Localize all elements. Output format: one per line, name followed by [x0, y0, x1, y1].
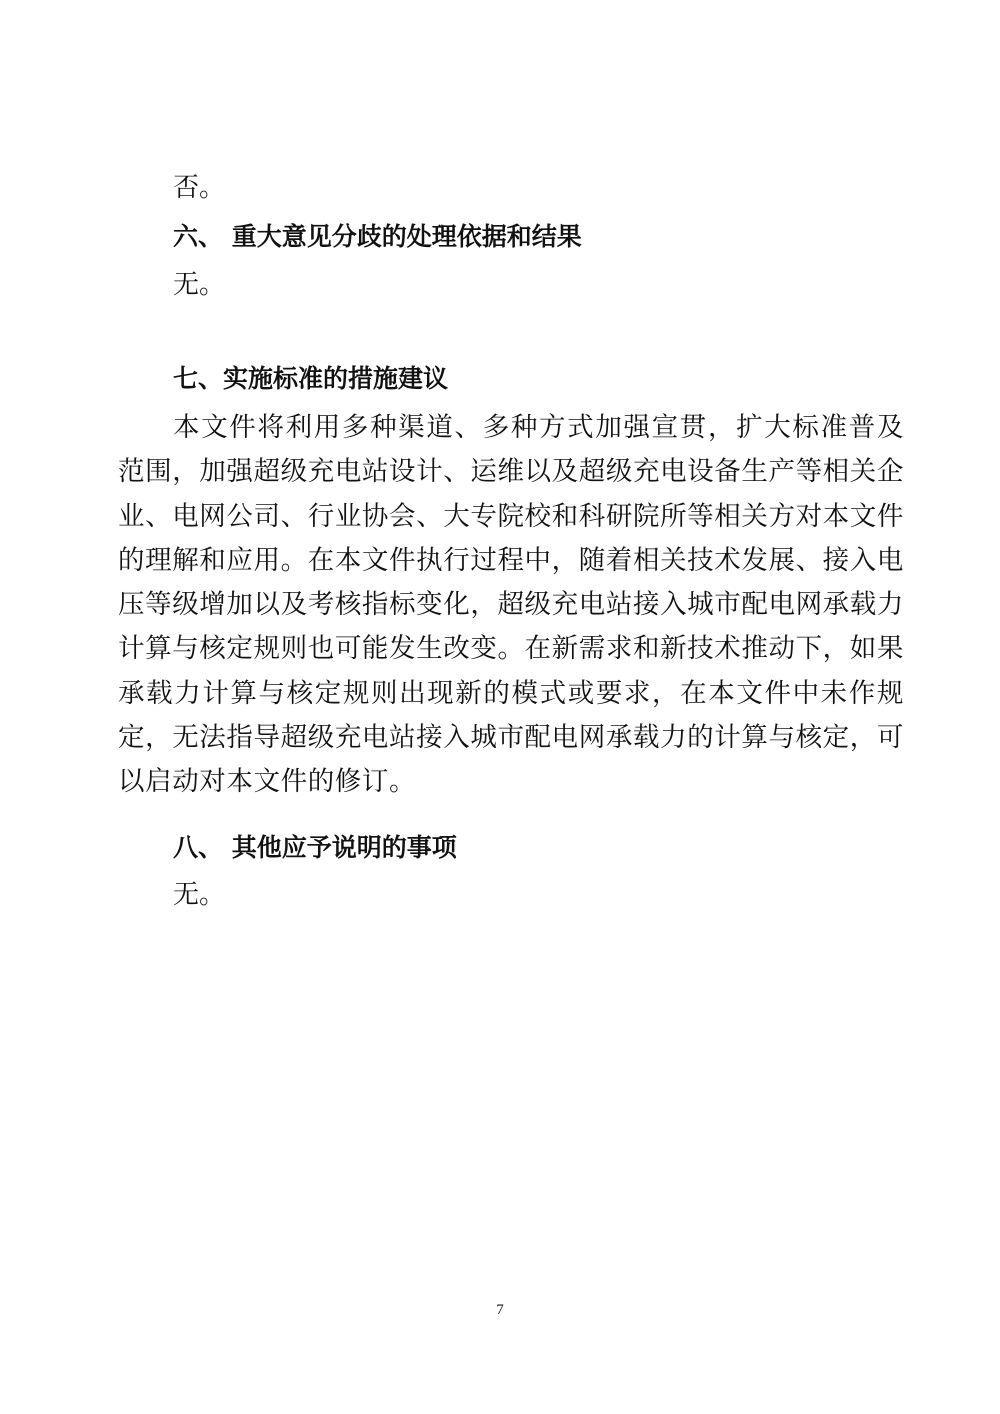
page-number: 7 [496, 1302, 504, 1318]
section-heading-6: 六、 重大意见分歧的处理依据和结果 [173, 222, 582, 251]
section-heading-8: 八、 其他应予说明的事项 [173, 833, 457, 862]
continued-text: 否。 [173, 173, 226, 203]
section-body-6: 无。 [173, 270, 226, 300]
section-body-7: 本文件将利用多种渠道、多种方式加强宣贯，扩大标准普及范围，加强超级充电站设计、运维以及超级充电设备生产等相关企业、电网公司、行业协会、大专院校和科研院所等相关方对本文件的理解和应用。在本文件执行过程中，随着相关技术发展、接入电压等级增加以及考核指标变化，超级充电站接入城市配电网承载力计算与核定规则也可能发生改变。在新需求和新技术推动下，如果承载力计算与核定规则出现新的模式或要求，在本文件中未作规定，无法指导超级充电站接入城市配电网承载力的计算与核定，可以启动对本文件的修订。 [118, 412, 904, 798]
section-body-8: 无。 [173, 880, 226, 910]
section-heading-7: 七、实施标准的措施建议 [173, 364, 449, 393]
